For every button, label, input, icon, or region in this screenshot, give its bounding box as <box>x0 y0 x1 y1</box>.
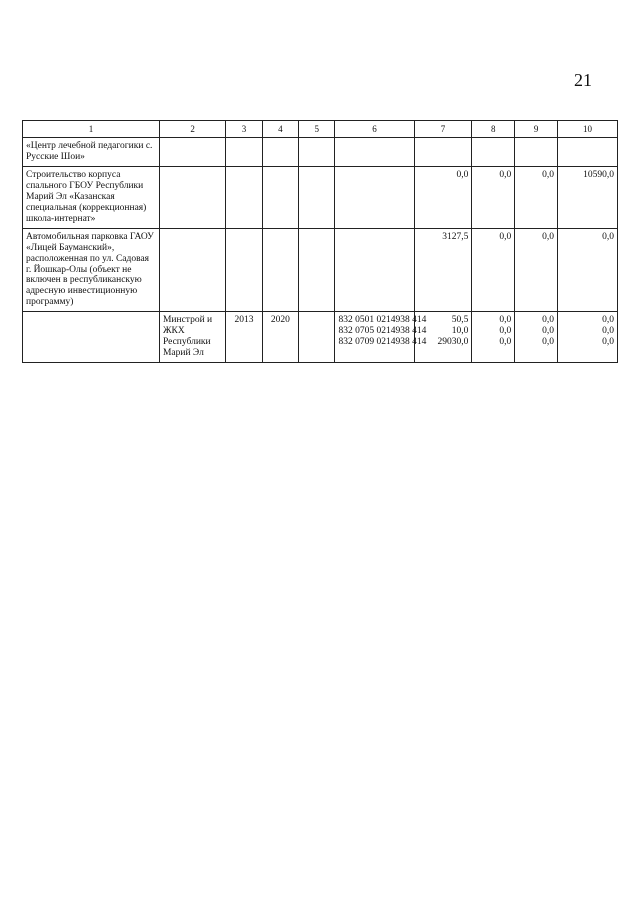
budget-codes <box>335 312 427 363</box>
column-5 <box>299 167 335 229</box>
value: 0,0 <box>499 231 512 242</box>
responsible-org <box>159 138 225 167</box>
document-table-wrapper <box>22 120 618 363</box>
header-cell: 4 <box>262 121 298 138</box>
start-year: 2013 <box>226 312 262 363</box>
responsible-org <box>159 167 225 229</box>
end-year <box>262 167 298 229</box>
value-col7 <box>414 167 472 229</box>
value: 0,0 <box>499 315 512 326</box>
column-5 <box>299 138 335 167</box>
value: 0,0 <box>602 337 614 348</box>
header-cell: 2 <box>159 121 225 138</box>
end-year: 2020 <box>262 312 298 363</box>
value-col9 <box>515 138 558 167</box>
header-cell: 10 <box>558 121 618 138</box>
value: 0,0 <box>499 326 512 337</box>
end-year <box>262 228 298 311</box>
budget-code: 832 0709 0214938 414 <box>338 337 427 348</box>
header-cell: 8 <box>472 121 515 138</box>
value: 0,0 <box>602 326 614 337</box>
value: 10,0 <box>451 326 469 337</box>
table-row <box>23 167 618 229</box>
start-year <box>226 167 262 229</box>
end-year <box>262 138 298 167</box>
budget-code: 832 0501 0214938 414 <box>338 315 427 326</box>
object-name: «Центр лечебной педагогики с. Русские Шои» <box>23 138 160 167</box>
value: 0,0 <box>542 337 554 348</box>
value-col9 <box>515 228 558 311</box>
value: 29030,0 <box>437 337 469 348</box>
value: 0,0 <box>499 170 512 181</box>
header-cell: 1 <box>23 121 160 138</box>
object-name: Строительство корпуса спального ГБОУ Республики Марий Эл «Казанская специальная (коррекционная) школа-интернат» <box>23 167 160 229</box>
value: 0,0 <box>602 231 614 242</box>
value: 0,0 <box>499 337 512 348</box>
header-cell: 7 <box>414 121 472 138</box>
value-col10 <box>558 228 618 311</box>
header-cell: 3 <box>226 121 262 138</box>
budget-codes <box>335 228 414 311</box>
header-cell: 5 <box>299 121 335 138</box>
value-col8 <box>472 228 515 311</box>
table-row <box>23 138 618 167</box>
value-col7 <box>414 138 472 167</box>
value: 0,0 <box>542 231 554 242</box>
start-year <box>226 138 262 167</box>
value-col8 <box>472 167 515 229</box>
object-name: Автомобильная парковка ГАОУ «Лицей Бауманский», расположенная по ул. Садовая г. Йошкар-Олы (объект не включен в республиканскую адресную инвестиционную программу) <box>23 228 160 311</box>
header-cell: 9 <box>515 121 558 138</box>
value: 0,0 <box>602 315 614 326</box>
value-col9 <box>515 312 558 363</box>
value-col9 <box>515 167 558 229</box>
value-col10 <box>558 312 618 363</box>
table-row <box>23 228 618 311</box>
column-5 <box>299 228 335 311</box>
value-col10 <box>558 138 618 167</box>
budget-codes <box>335 167 414 229</box>
value-col8 <box>472 312 515 363</box>
value-col10 <box>558 167 618 229</box>
value: 10590,0 <box>583 170 614 181</box>
value: 0,0 <box>542 326 554 337</box>
start-year <box>226 228 262 311</box>
budget-codes <box>335 138 414 167</box>
value: 0,0 <box>542 170 554 181</box>
responsible-org <box>159 228 225 311</box>
column-5 <box>299 312 335 363</box>
responsible-org: Минстрой и ЖКХ Республики Марий Эл <box>159 312 225 363</box>
value-col7 <box>414 228 472 311</box>
budget-code: 832 0705 0214938 414 <box>338 326 427 337</box>
value: 0,0 <box>542 315 554 326</box>
page-number: 21 <box>574 70 592 90</box>
value: 0,0 <box>456 170 469 181</box>
investment-program-table <box>22 120 618 363</box>
value-col8 <box>472 138 515 167</box>
value: 3127,5 <box>442 231 469 242</box>
header-row <box>23 121 618 138</box>
value: 50,5 <box>451 315 469 326</box>
object-name <box>23 312 160 363</box>
header-cell: 6 <box>335 121 414 138</box>
table-row <box>23 312 618 363</box>
